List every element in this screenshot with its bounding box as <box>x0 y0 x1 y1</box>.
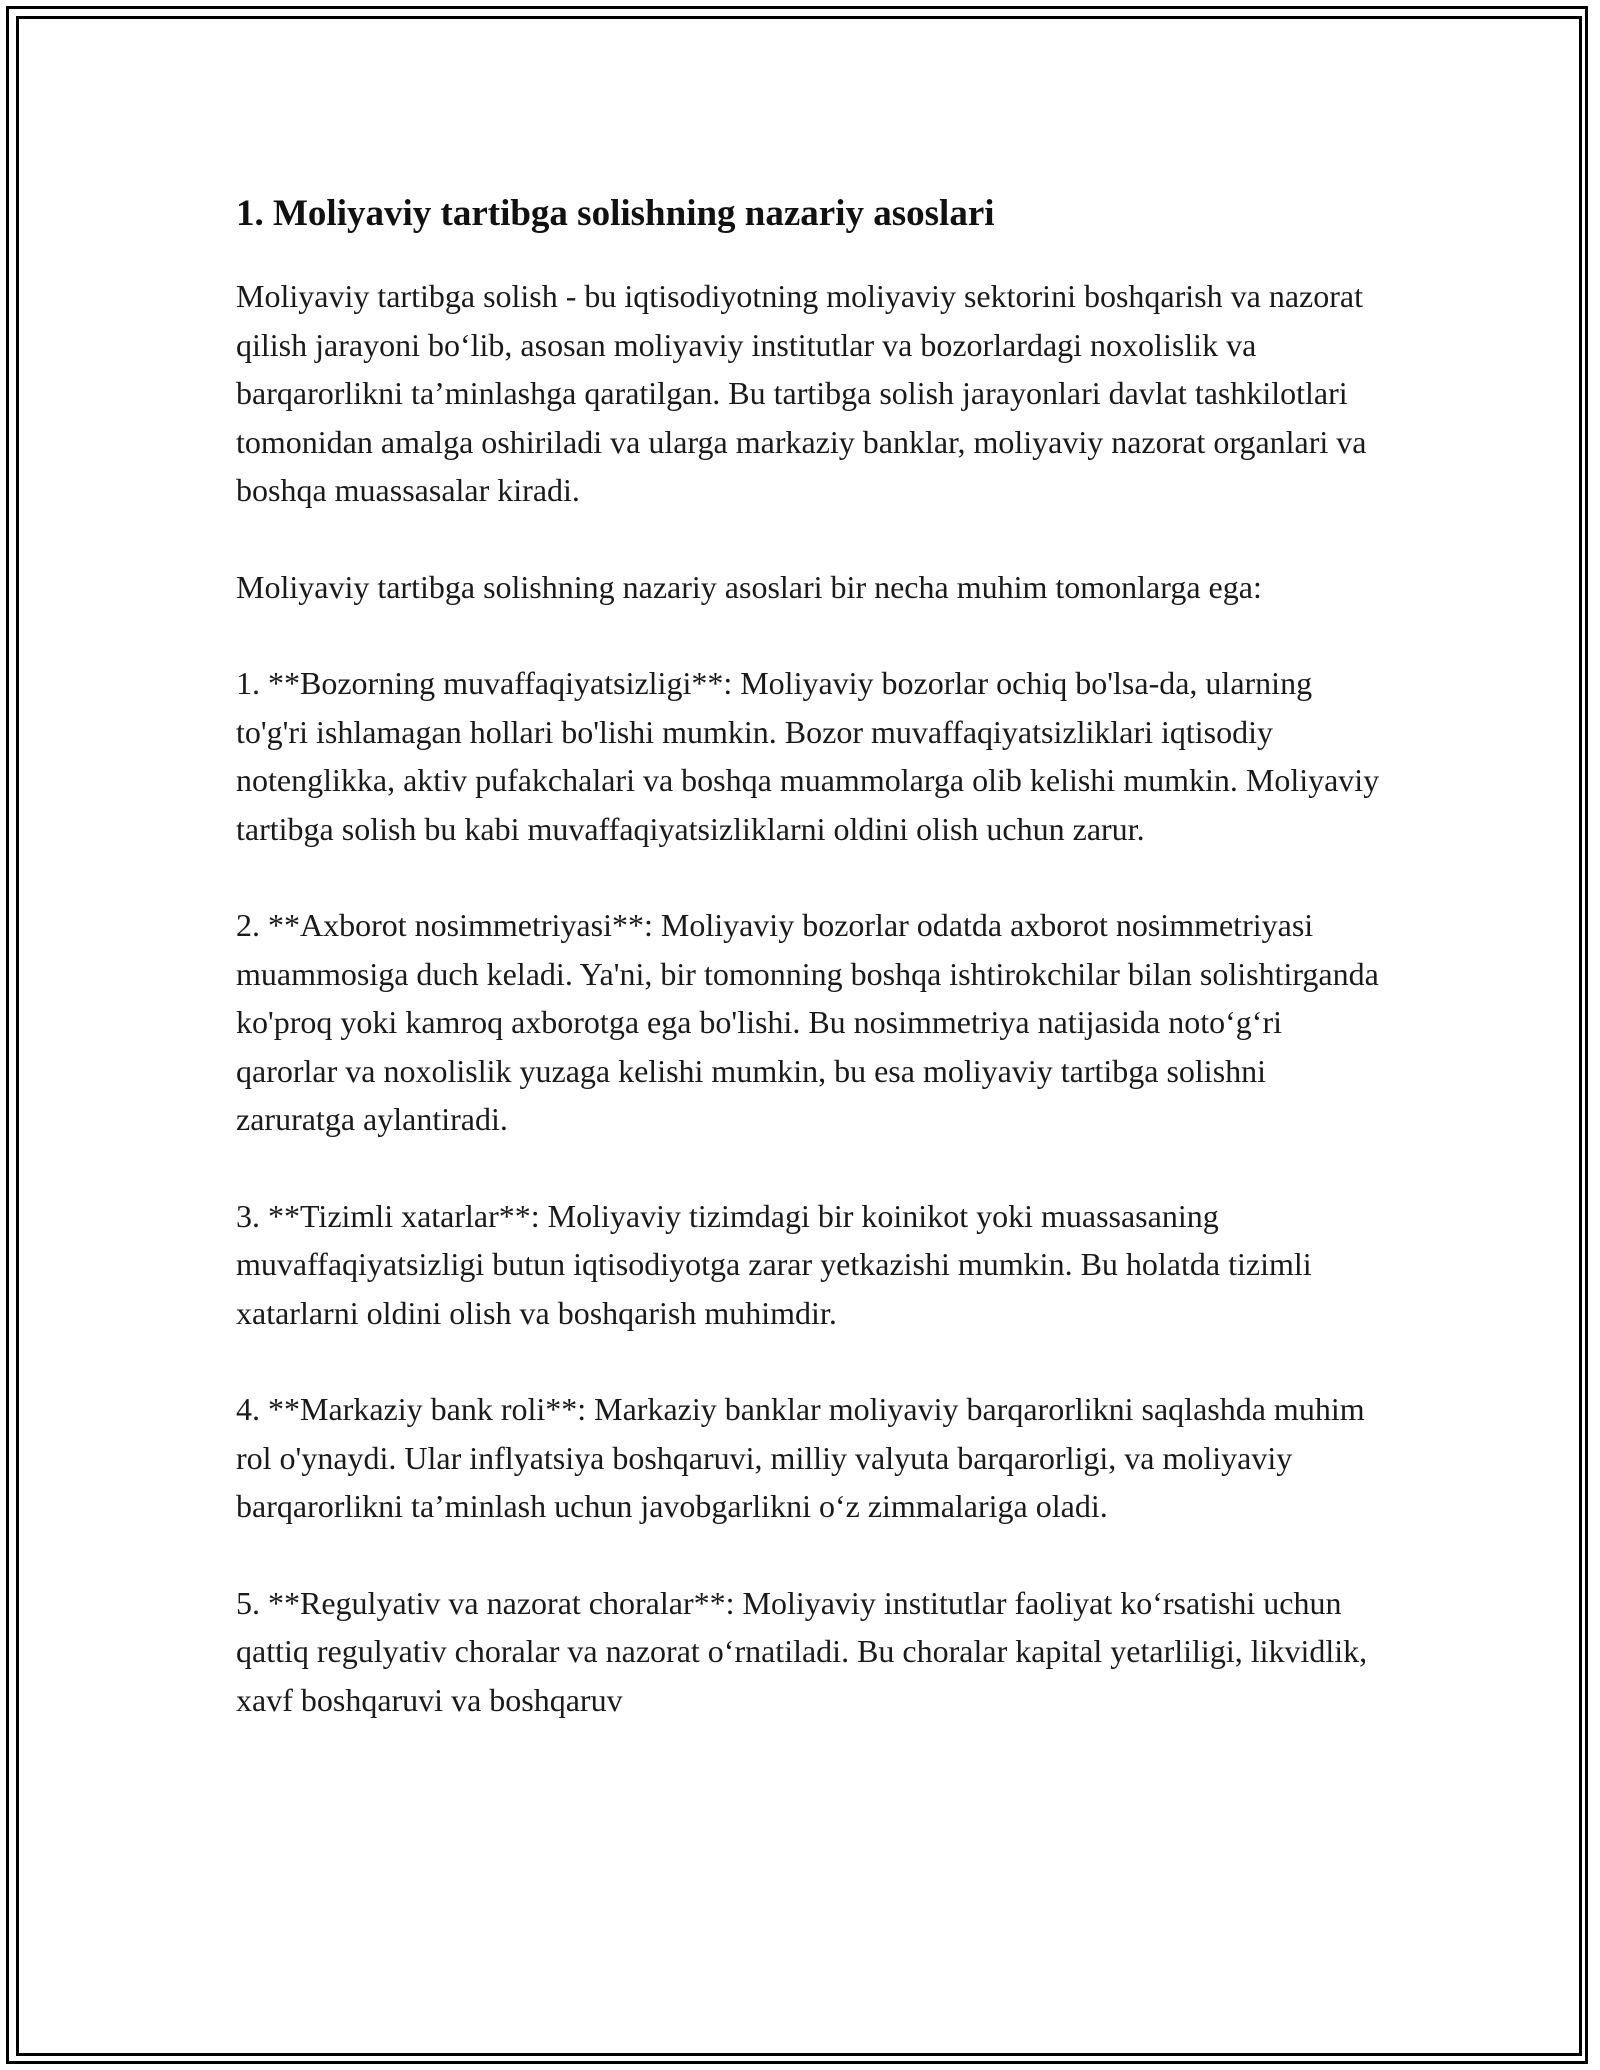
list-item-market-failure: 1. **Bozorning muvaffaqiyatsizligi**: Moliyaviy bozorlar ochiq bo'lsa-da, ularning to'g'ri ishlamagan hollari bo'lishi mumkin. Bozor muvaffaqiyatsizliklari iqtisodiy notenglikka, aktiv pufakchalari va boshqa muammolarga olib kelishi mumkin. Moliyaviy tartibga solish bu kabi muvaffaqiyatsizliklarni oldini olish uchun zarur. <box>236 665 1380 847</box>
paragraph-intro: Moliyaviy tartibga solish - bu iqtisodiyotning moliyaviy sektorini boshqarish va nazorat qilish jarayoni bo‘lib, asosan moliyaviy institutlar va bozorlardagi noxolislik va barqarorlikni ta’minlashga qaratilgan. Bu tartibga solish jarayonlari davlat tashkilotlari tomonidan amalga oshiriladi va ularga markaziy banklar, moliyaviy nazorat organlari va boshqa muassasalar kiradi. <box>236 278 1367 508</box>
section-heading: 1. Moliyaviy tartibga solishning nazariy asoslari <box>236 193 995 234</box>
list-item-central-bank-role: 4. **Markaziy bank roli**: Markaziy banklar moliyaviy barqarorlikni saqlashda muhim rol o'ynaydi. Ular inflyatsiya boshqaruvi, milliy valyuta barqarorligi, va moliyaviy barqarorlikni ta’minlash uchun javobgarlikni o‘z zimmalariga oladi. <box>236 1391 1365 1524</box>
paragraph-lead: Moliyaviy tartibga solishning nazariy asoslari bir necha muhim tomonlarga ega: <box>236 568 1262 605</box>
list-item-systemic-risks: 3. **Tizimli xatarlar**: Moliyaviy tizimdagi bir koinikot yoki muassasaning muvaffaqiyatsizligi butun iqtisodiyotga zarar yetkazishi mumkin. Bu holatda tizimli xatarlarni oldini olish va boshqarish muhimdir. <box>236 1197 1312 1331</box>
document-body <box>236 186 1386 1772</box>
list-item-regulatory-measures: 5. **Regulyativ va nazorat choralar**: Moliyaviy institutlar faoliyat ko‘rsatishi uchun qattiq regulyativ choralar va nazorat o‘rnatiladi. Bu choralar kapital yetarliligi, likvidlik, xavf boshqaruvi va boshqaruv <box>236 1584 1368 1718</box>
list-item-information-asymmetry: 2. **Axborot nosimmetriyasi**: Moliyaviy bozorlar odatda axborot nosimmetriyasi muammosiga duch keladi. Ya'ni, bir tomonning boshqa ishtirokchilar bilan solishtirganda ko'proq yoki kamroq axborotga ega bo'lishi. Bu nosimmetriya natijasida noto‘g‘ri qarorlar va noxolislik yuzaga kelishi mumkin, bu esa moliyaviy tartibga solishni zaruratga aylantiradi. <box>236 907 1379 1137</box>
